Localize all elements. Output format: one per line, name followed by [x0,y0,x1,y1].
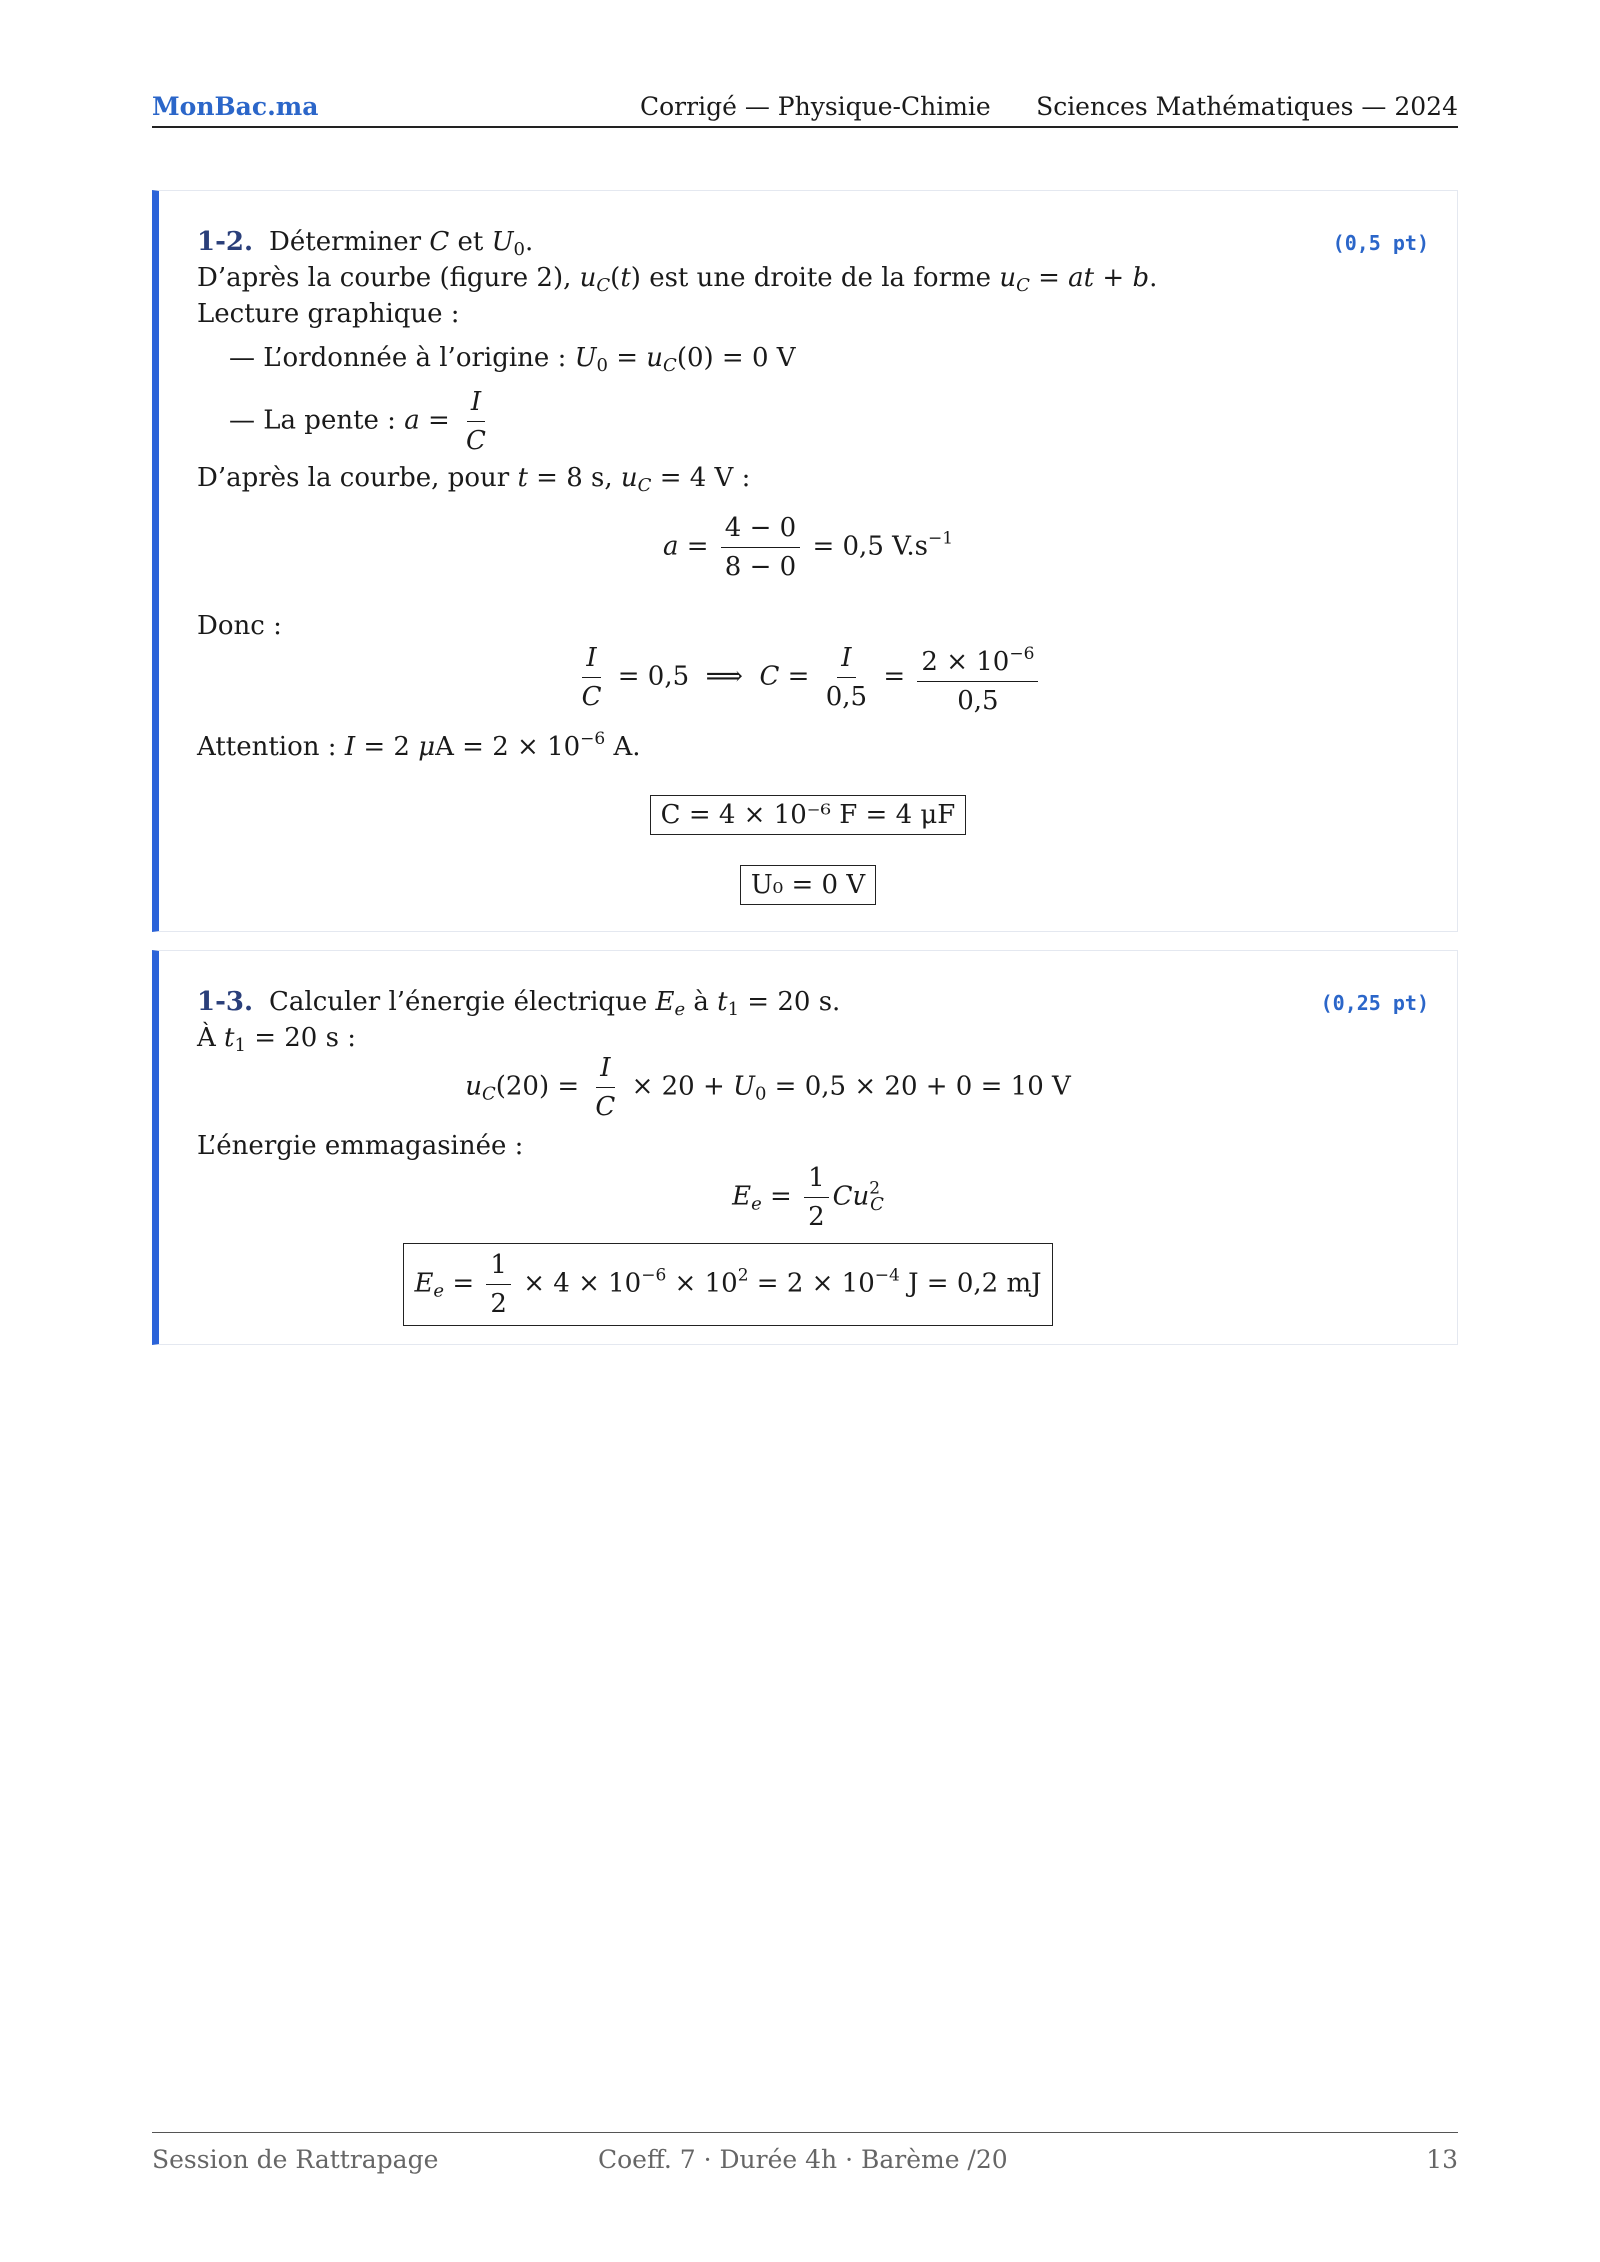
stored-energy-label: L’énergie emmagasinée : [197,1131,524,1161]
voltage-equation: $u_C(20)$ = $\frac{I}{C}$ × $20 + U_0 = 0,5 \times 20 + 0 = 10$ V [465,1053,1071,1122]
bullet-intercept-text: — L’ordonnée à l’origine : [229,343,567,373]
page-number: 13 [1426,2145,1458,2174]
question-number: 1-2. [197,227,254,257]
fraction-i-over-c-2: $\frac{I}{C}$ [581,643,602,712]
boxed-result-energy: $E_e$ = $\frac{1}{2}$ × $4 \times 10^{-6} \times 10^2 = 2 \times 10^{-4}$ J = 0,2 mJ [403,1243,1052,1326]
points-badge: (0,5 pt) [1332,231,1429,255]
fraction-i-over-c: $\frac{I}{C}$ [466,387,486,456]
page-header [152,88,1458,128]
curve-point-line: D’après la courbe, pour t = 8 s, $u_C = 4$ V : [197,463,751,496]
points-badge: (0,25 pt) [1320,991,1429,1015]
time-text: À [197,1023,216,1053]
exam-info: Coeff. 7 · Durée 4h · Barème /20 [598,2145,1008,2174]
attention-text: Attention : [197,732,337,762]
question-1-2-heading: 1-2. Déterminer C et $U_0$. [197,227,534,260]
intro-line: D’après la courbe (figure 2), $u_C(t)$ est une droite de la forme $u_C$ = at + b. [197,263,1158,296]
bullet-slope-text: — La pente : [229,405,396,436]
page-footer [152,2132,1458,2178]
series-year: Sciences Mathématiques — 2024 [1036,92,1458,121]
energy-result [159,1243,1457,1326]
bullet-intercept: — L’ordonnée à l’origine : $U_0 = u_C(0) = 0$ V [229,343,796,376]
intro-text-a: D’après la courbe (figure 2), [197,263,572,293]
question-number: 1-3. [197,987,254,1017]
question-1-3-box [152,950,1458,1345]
donc-label: Donc : [197,611,282,641]
question-task: Déterminer [269,227,422,257]
fraction-half-2: $\frac{1}{2}$ [486,1248,511,1321]
intro-text-b: est une droite de la forme [649,263,992,293]
fraction-value: $\frac{2 \times 10^{-6}}{0,5}$ [917,637,1038,718]
fraction-half: $\frac{1}{2}$ [804,1161,829,1234]
boxed-result-u0: U₀ = 0 V [740,865,876,905]
document-title: Corrigé — Physique-Chimie [640,92,991,121]
bullet-slope: — La pente : a = $\frac{I}{C}$ [229,385,494,458]
reading-label: Lecture graphique : [197,299,460,329]
question-1-3-heading: 1-3. Calculer l’énergie électrique $E_e$ à $t_1 = 20$ s. [197,987,841,1020]
question-1-2-box [152,190,1458,932]
curve-point-text: D’après la courbe, pour [197,463,510,493]
fraction-i-over-c-3: $\frac{I}{C}$ [595,1053,616,1122]
result-u0 [159,865,1457,905]
slope-equation: a = $\frac{4 - 0}{8 - 0}$ = 0,5 $V.s^{-1}$ [662,513,954,582]
time-line: À $t_1 = 20$ s : [197,1023,356,1056]
question-task: Calculer l’énergie électrique [269,987,648,1017]
energy-formula: $E_e$ = $\frac{1}{2}$ $Cu^2_C$ [732,1163,884,1232]
result-capacitance [159,795,1457,835]
session-label: Session de Rattrapage [152,2145,439,2174]
boxed-result-c: C = 4 × 10⁻⁶ F = 4 μF [650,795,967,835]
brand-logo-text[interactable]: MonBac.ma [152,92,319,121]
fraction-slope: $\frac{4 - 0}{8 - 0}$ [721,511,800,584]
fraction-i-over-half: $\frac{I}{0,5}$ [825,643,868,712]
attention-line: Attention : I = 2 $\mu A = 2 \times 10^{-6}$ A. [197,729,641,762]
capacitance-equation: $\frac{I}{C}$ = 0,5 ⟹ C = $\frac{I}{0,5}$ = $\frac{2 \times 10^{-6}}{0,5}$ [159,637,1457,718]
